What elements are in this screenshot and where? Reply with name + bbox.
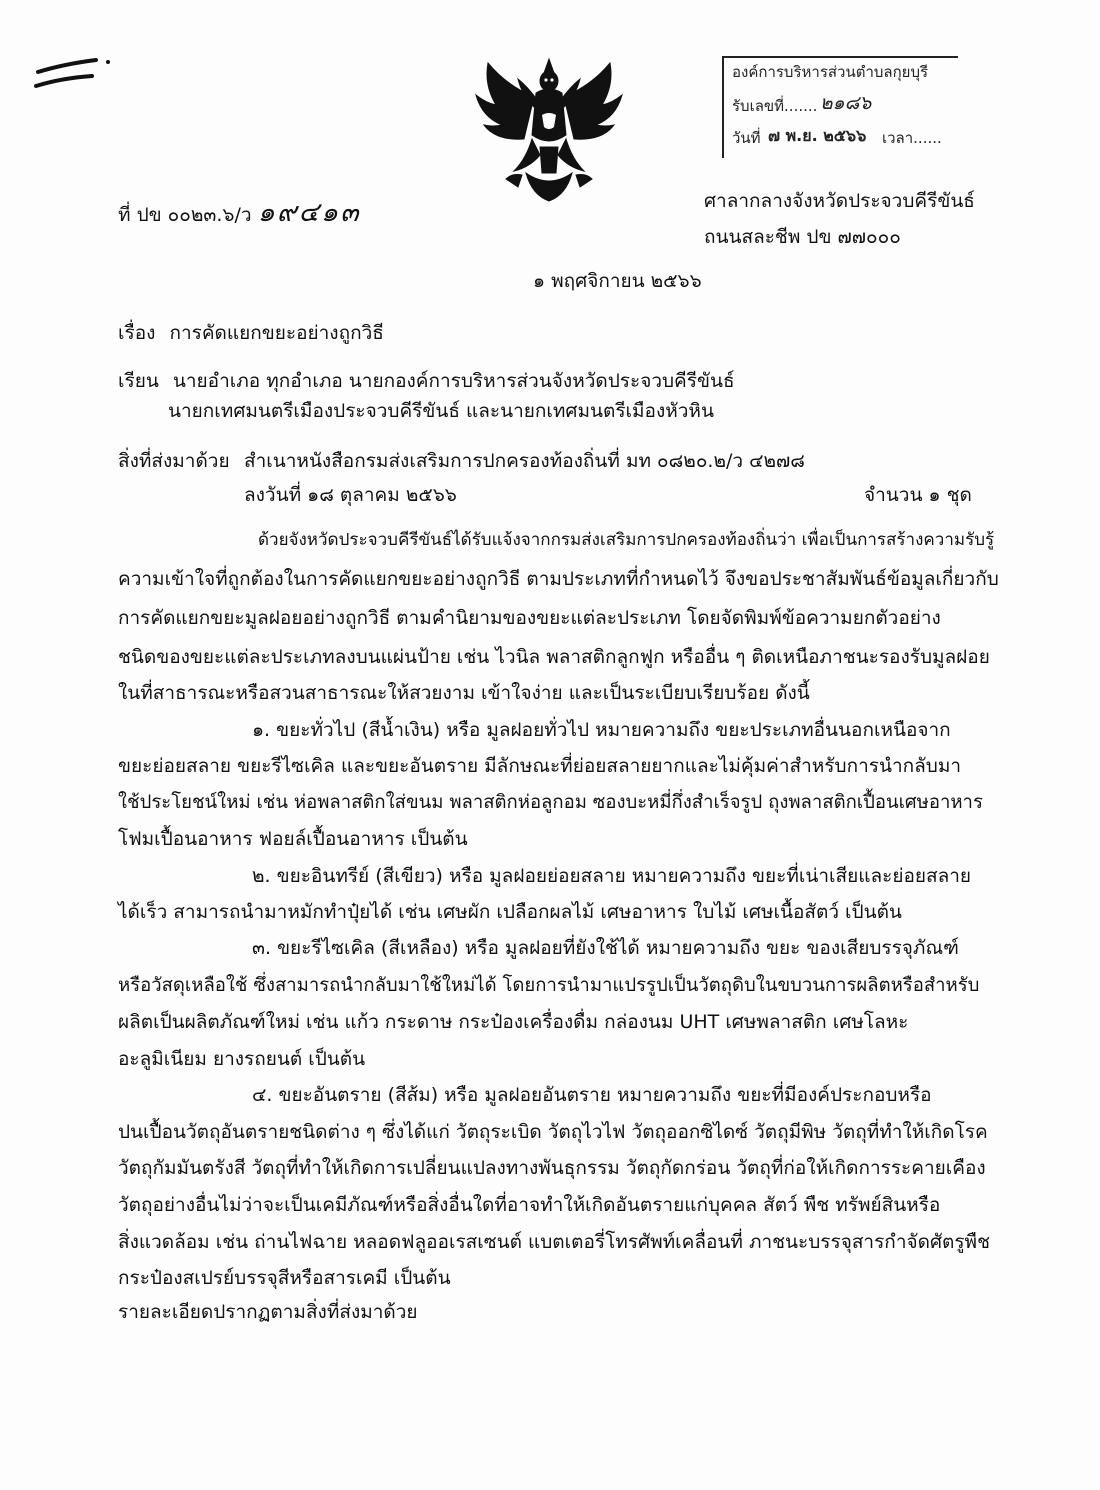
item-4-line: ปนเปื้อนวัตถุอันตรายชนิดต่าง ๆ ซึ่งได้แก่ วัตถุระเบิด วัตถุไวไฟ วัตถุออกซิไดซ์ วัตถุมีพิษ วัตถุที่ทำให้เกิดโรค xyxy=(118,1121,988,1143)
receive-stamp xyxy=(722,56,958,158)
enclosure-line-2: ลงวันที่ ๑๘ ตุลาคม ๒๕๖๖ xyxy=(244,484,457,506)
stamp-receive-label: รับเลขที่....... xyxy=(732,97,818,115)
handwritten-mark xyxy=(34,52,114,92)
stamp-receive-number: ๒๑๘๖ xyxy=(820,92,872,114)
enclosure-line-1: สำเนาหนังสือกรมส่งเสริมการปกครองท้องถิ่นที่ มท ๐๘๒๐.๒/ว ๔๒๗๘ xyxy=(244,450,805,472)
recipient-label: เรียน xyxy=(118,370,159,392)
stamp-time-label: เวลา...... xyxy=(882,129,942,147)
item-4-line: ๔. ขยะอันตราย (สีส้ม) หรือ มูลฝอยอันตราย หมายความถึง ขยะที่มีองค์ประกอบหรือ xyxy=(252,1084,932,1106)
document-number-prefix: ที่ ปข ๐๐๒๓.๖/ว xyxy=(118,204,252,226)
office-line-1: ศาลากลางจังหวัดประจวบคีรีขันธ์ xyxy=(704,190,975,212)
stamp-org: องค์การบริหารส่วนตำบลกุยบุรี xyxy=(732,63,929,81)
garuda-emblem-icon xyxy=(466,55,632,205)
document-number-handwritten: ๑๙๔๑๓ xyxy=(257,197,361,228)
office-line-2: ถนนสละชีพ ปข ๗๗๐๐๐ xyxy=(704,226,901,248)
enclosure-label: สิ่งที่ส่งมาด้วย xyxy=(118,450,230,472)
intro-line: ความเข้าใจที่ถูกต้องในการคัดแยกขยะอย่างถูกวิธี ตามประเภทที่กำหนดไว้ จึงขอประชาสัมพันธ์ข้อมูลเกี่ยวกับ xyxy=(118,568,999,590)
recipient-text-2: นายกเทศมนตรีเมืองประจวบคีรีขันธ์ และนายกเทศมนตรีเมืองหัวหิน xyxy=(168,400,714,422)
intro-line: ชนิดของขยะแต่ละประเภทลงบนแผ่นป้าย เช่น ไวนิล พลาสติกลูกฟูก หรืออื่น ๆ ติดเหนือภาชนะรองรับมูลฝอย xyxy=(118,646,990,668)
item-3-line: อะลูมิเนียม ยางรถยนต์ เป็นต้น xyxy=(118,1048,366,1070)
item-3-line: หรือวัสดุเหลือใช้ ซึ่งสามารถนำกลับมาใช้ใหม่ได้ โดยการนำมาแปรรูปเป็นวัตถุดิบในขบวนการผลิตหรือสำหรับ xyxy=(118,975,980,996)
subject-label: เรื่อง xyxy=(118,322,156,344)
recipient-line-1 xyxy=(118,366,735,396)
item-4-line: วัตถุอย่างอื่นไม่ว่าจะเป็นเคมีภัณฑ์หรือสิ่งอื่นใดที่อาจทำให้เกิดอันตรายแก่บุคคล สัตว์ พืช ทรัพย์สินหรือ xyxy=(118,1194,941,1216)
closing-line: รายละเอียดปรากฏตามสิ่งที่ส่งมาด้วย xyxy=(118,1301,418,1323)
item-1-line: โฟมเปื้อนอาหาร ฟอยล์เปื้อนอาหาร เป็นต้น xyxy=(118,828,468,850)
item-1-line: ๑. ขยะทั่วไป (สีน้ำเงิน) หรือ มูลฝอยทั่วไป หมายความถึง ขยะประเภทอื่นนอกเหนือจาก xyxy=(252,719,951,741)
document-number xyxy=(118,190,361,233)
item-1-line: ใช้ประโยชน์ใหม่ เช่น ห่อพลาสติกใส่ขนม พลาสติกห่อลูกอม ซองบะหมี่กึ่งสำเร็จรูป ถุงพลาสติกเปื้อนเศษอาหาร xyxy=(118,792,983,813)
enclosure-quantity: จำนวน ๑ ชุด xyxy=(864,484,972,506)
item-3-line: ๓. ขยะรีไซเคิล (สีเหลือง) หรือ มูลฝอยที่ยังใช้ได้ หมายความถึง ขยะ ของเสียบรรจุภัณฑ์ xyxy=(252,937,959,959)
intro-line: ด้วยจังหวัดประจวบคีรีขันธ์ได้รับแจ้งจากกรมส่งเสริมการปกครองท้องถิ่นว่า เพื่อเป็นการสร้างความรับรู้ xyxy=(258,530,995,550)
subject-line xyxy=(118,318,384,348)
item-4-line: กระป๋องสเปรย์บรรจุสีหรือสารเคมี เป็นต้น xyxy=(118,1267,451,1289)
subject-text: การคัดแยกขยะอย่างถูกวิธี xyxy=(169,322,384,344)
recipient-text-1: นายอำเภอ ทุกอำเภอ นายกองค์การบริหารส่วนจังหวัดประจวบคีรีขันธ์ xyxy=(172,370,735,392)
item-4-line: สิ่งแวดล้อม เช่น ถ่านไฟฉาย หลอดฟลูออเรสเซนต์ แบตเตอรี่โทรศัพท์เคลื่อนที่ ภาชนะบรรจุสารกำจัดศัตรูพืช xyxy=(118,1231,990,1253)
item-3-line: ผลิตเป็นผลิตภัณฑ์ใหม่ เช่น แก้ว กระดาษ กระป๋องเครื่องดื่ม กล่องนม UHT เศษพลาสติก เศษโลหะ xyxy=(118,1011,909,1033)
office-address xyxy=(704,183,975,255)
item-2-line: ได้เร็ว สามารถนำมาหมักทำปุ๋ยได้ เช่น เศษผัก เปลือกผลไม้ เศษอาหาร ใบไม้ เศษเนื้อสัตว์ เป็นต้น xyxy=(118,901,902,923)
document-date: ๑ พฤศจิกายน ๒๕๖๖ xyxy=(533,270,702,292)
intro-line: การคัดแยกขยะมูลฝอยอย่างถูกวิธี ตามคำนิยามของขยะแต่ละประเภท โดยจัดพิมพ์ข้อความยกตัวอย่าง xyxy=(118,607,941,629)
intro-line: ในที่สาธารณะหรือสวนสาธารณะให้สวยงาม เข้าใจง่าย และเป็นระเบียบเรียบร้อย ดังนี้ xyxy=(118,682,810,704)
item-1-line: ขยะย่อยสลาย ขยะรีไซเคิล และขยะอันตราย มีลักษณะที่ย่อยสลายยากและไม่คุ้มค่าสำหรับการนำกลับมา xyxy=(118,755,962,777)
item-2-line: ๒. ขยะอินทรีย์ (สีเขียว) หรือ มูลฝอยย่อยสลาย หมายความถึง ขยะที่เน่าเสียและย่อยสลาย xyxy=(252,865,972,887)
stamp-date-label: วันที่ xyxy=(732,129,761,147)
item-4-line: วัตถุกัมมันตรังสี วัตถุที่ทำให้เกิดการเปลี่ยนแปลงทางพันธุกรรม วัตถุกัดกร่อน วัตถุที่ก่อให้เกิดการระคายเคือง xyxy=(118,1157,986,1179)
stamp-date-value: ๗ พ.ย. ๒๕๖๖ xyxy=(768,126,867,145)
